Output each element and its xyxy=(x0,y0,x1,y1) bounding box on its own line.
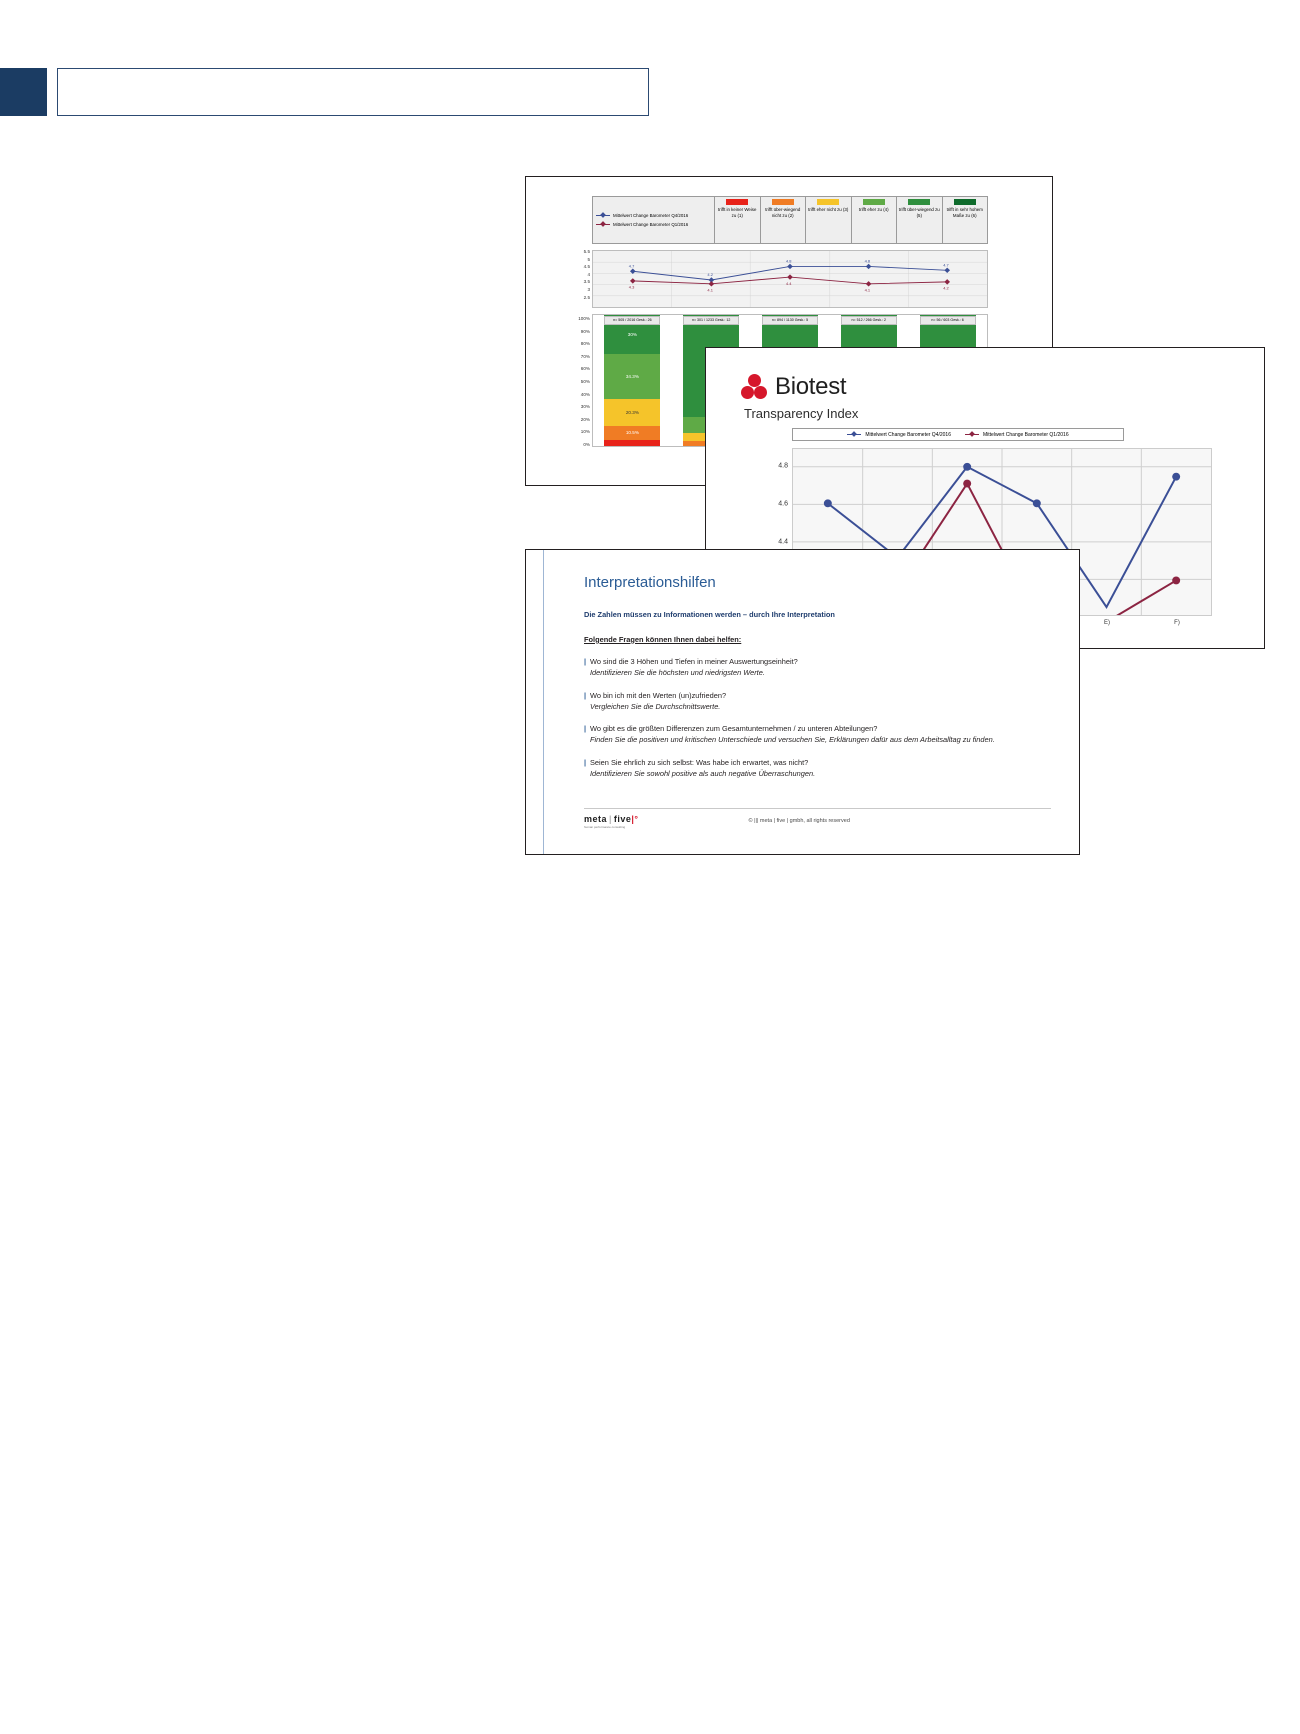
question-hint: Identifizieren Sie die höchsten und niedrigsten Werte. xyxy=(590,668,765,678)
bar-stack xyxy=(604,315,660,446)
svg-text:4.1: 4.1 xyxy=(707,287,713,293)
header-title-box xyxy=(57,68,649,116)
logo-sup: |° xyxy=(631,814,639,824)
y-tick: 50% xyxy=(580,378,590,384)
biotest-molecule-icon xyxy=(741,374,767,400)
color-swatch-icon xyxy=(863,199,885,205)
legend-entry-q1-label: Mittelwert Change Barometer Q1/2016 xyxy=(983,431,1069,438)
svg-text:4.2: 4.2 xyxy=(943,285,949,291)
line-marker-icon xyxy=(965,432,979,437)
legend-line-q4-label: Mittelwert Change Barometer Q4/2016 xyxy=(613,213,689,218)
legend-scale-3 xyxy=(806,197,852,243)
line-marker-icon xyxy=(596,213,610,218)
y-tick: 20% xyxy=(580,416,590,422)
legend-scale-4-label: trifft eher zu (4) xyxy=(858,207,889,212)
logo-tagline: human performance consulting xyxy=(584,825,626,829)
legend-entry-q4-label: Mittelwert Change Barometer Q4/2016 xyxy=(865,431,951,438)
bar-column xyxy=(593,315,672,446)
question-main: Wo gibt es die größten Differenzen zum Gesamtunternehmen / zu unteren Abteilungen? xyxy=(590,724,878,734)
y-tick: 3.5 xyxy=(583,279,590,285)
legend-line-q1-label: Mittelwert Change Barometer Q1/2016 xyxy=(613,222,689,227)
question-main: Wo bin ich mit den Werten (un)zufrieden? xyxy=(590,690,727,700)
bar-chart-y-axis xyxy=(548,313,590,452)
y-tick: 4.4 xyxy=(778,538,788,546)
line-chart-plot xyxy=(592,250,988,308)
svg-text:4.7: 4.7 xyxy=(628,263,635,269)
bullet-icon: | xyxy=(584,657,587,667)
line-marker-icon xyxy=(847,432,861,437)
y-tick: 4 xyxy=(587,271,590,277)
color-swatch-icon xyxy=(726,199,748,205)
x-tick: E) xyxy=(1104,620,1110,626)
page-header xyxy=(0,68,650,116)
question-hint: Vergleichen Sie die Durchschnittswerte. xyxy=(590,701,721,711)
color-swatch-icon xyxy=(908,199,930,205)
list-item xyxy=(584,758,1004,779)
slide-footer xyxy=(584,808,1051,829)
bar-segment: 20.3% xyxy=(604,399,660,426)
lead-statement: Die Zahlen müssen zu Informationen werden – durch Ihre Interpretation xyxy=(584,610,835,619)
bar-column-header: n= 505 / 2016 Gesk.: 26 xyxy=(604,316,660,325)
legend-scale-1-label: trifft in keiner Weise zu (1) xyxy=(718,207,757,218)
list-item-text xyxy=(590,691,726,712)
list-item-text xyxy=(590,724,995,745)
y-tick: 4.5 xyxy=(583,264,590,270)
biotest-logo xyxy=(741,373,846,401)
y-tick: 0% xyxy=(583,441,590,447)
legend-line-q4 xyxy=(596,213,711,218)
y-tick: 100% xyxy=(578,316,590,321)
y-tick: 30% xyxy=(580,404,590,410)
legend-scale-2 xyxy=(761,197,807,243)
biotest-wordmark: Biotest xyxy=(775,373,847,400)
legend-scale-4 xyxy=(852,197,898,243)
line-marker-icon xyxy=(596,222,610,227)
legend-scale-6 xyxy=(943,197,988,243)
question-hint: Identifizieren Sie sowohl positive als auch negative Überraschungen. xyxy=(590,768,816,778)
x-tick: F) xyxy=(1174,620,1180,626)
question-hint: Finden Sie die positiven und kritischen Unterschiede und versuchen Sie, Erklärungen dafür aus dem Arbeitsalltag zu finden. xyxy=(590,735,995,745)
y-tick: 5 xyxy=(587,256,590,262)
y-tick: 70% xyxy=(580,353,590,359)
slide-body xyxy=(584,610,1004,791)
color-swatch-icon xyxy=(954,199,976,205)
logo-sep: | xyxy=(609,814,612,824)
y-tick: 2.5 xyxy=(583,294,590,300)
y-tick: 10% xyxy=(580,429,590,435)
legend-entry-q4 xyxy=(847,432,951,438)
svg-text:4.1: 4.1 xyxy=(864,287,871,293)
slide-title: Interpretationshilfen xyxy=(584,574,716,591)
header-accent-block xyxy=(0,68,47,116)
metafive-logo xyxy=(584,814,639,829)
slide-accent-line xyxy=(543,550,544,854)
bullet-icon: | xyxy=(584,690,587,700)
legend-entry-q1 xyxy=(965,432,1069,438)
y-tick: 4.8 xyxy=(778,462,788,470)
color-swatch-icon xyxy=(772,199,794,205)
list-item-text xyxy=(590,758,815,779)
legend-scale-2-label: trifft über-wiegend nicht zu (2) xyxy=(765,207,801,218)
bar-segment: 30% xyxy=(604,315,660,354)
metafive-wordmark xyxy=(584,814,639,824)
y-tick: 90% xyxy=(580,328,590,334)
chart-legend xyxy=(592,196,988,244)
legend-scale-6-label: trifft in sehr hohem Maße zu (6) xyxy=(946,207,983,218)
bar-segment: 34.3% xyxy=(604,354,660,399)
question-main: Seien Sie ehrlich zu sich selbst: Was habe ich erwartet, was nicht? xyxy=(590,757,809,767)
svg-text:4.3: 4.3 xyxy=(628,284,635,290)
y-tick: 40% xyxy=(580,391,590,397)
line-chart-svg xyxy=(593,251,987,307)
slide-interpretationshilfen[interactable] xyxy=(525,549,1080,855)
question-main: Wo sind die 3 Höhen und Tiefen in meiner Auswertungseinheit? xyxy=(590,657,798,667)
legend-scale-5-label: trifft über-wiegend zu (5) xyxy=(898,207,940,218)
biotest-chart-legend xyxy=(792,428,1124,441)
y-tick: 80% xyxy=(580,341,590,347)
copyright-text: © ||| meta | five | gmbh, all rights reserved xyxy=(748,818,850,824)
line-chart-y-axis xyxy=(554,248,590,310)
y-tick: 4.6 xyxy=(778,500,788,508)
svg-text:4.8: 4.8 xyxy=(864,258,871,264)
svg-text:4.7: 4.7 xyxy=(943,262,949,268)
legend-line-q1 xyxy=(596,222,711,227)
bar-column-header: n= 301 / 1233 Gesk.: 12 xyxy=(683,316,739,325)
legend-scale-5 xyxy=(897,197,943,243)
svg-text:4.2: 4.2 xyxy=(707,272,713,278)
bar-column-header: n= 894 / 1130 Gesk.: 5 xyxy=(762,316,818,325)
list-item-text xyxy=(590,657,798,678)
biotest-subtitle: Transparency Index xyxy=(744,406,859,421)
bar-column-header: n= 512 / 266 Gesk.: 2 xyxy=(841,316,897,325)
y-tick: 5.5 xyxy=(583,249,590,254)
bullet-icon: | xyxy=(584,724,587,734)
logo-right: five xyxy=(613,814,632,824)
legend-scale-1 xyxy=(715,197,761,243)
y-tick: 60% xyxy=(580,366,590,372)
bar-segment: 10.5% xyxy=(604,426,660,440)
list-item xyxy=(584,657,1004,678)
bar-column-header: n= 56 / 603 Gesk.: 6 xyxy=(920,316,976,325)
list-item xyxy=(584,724,1004,745)
svg-text:4.4: 4.4 xyxy=(786,280,792,286)
color-swatch-icon xyxy=(817,199,839,205)
legend-scale-3-label: trifft eher nicht zu (3) xyxy=(808,207,849,212)
bullet-icon: | xyxy=(584,757,587,767)
y-tick: 3 xyxy=(587,286,590,292)
list-item xyxy=(584,691,1004,712)
legend-lines xyxy=(593,197,715,243)
sub-heading: Folgende Fragen können Ihnen dabei helfen: xyxy=(584,634,742,644)
bar-segment xyxy=(604,440,660,446)
svg-text:4.8: 4.8 xyxy=(786,258,792,264)
logo-left: meta xyxy=(584,814,608,824)
